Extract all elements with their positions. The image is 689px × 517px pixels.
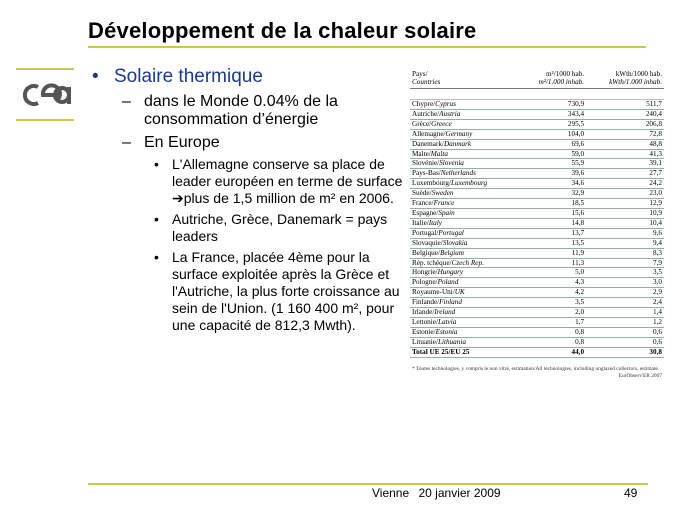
m2-cell: 730,9: [518, 100, 586, 110]
m2-cell: 0,8: [518, 337, 586, 347]
country-name-en: Belgium: [439, 248, 464, 257]
country-name-fr: Lettonie/: [412, 317, 438, 326]
bullet-monde: [122, 93, 404, 129]
country-table: [410, 68, 664, 358]
country-name-fr: Pays-Bas/: [412, 169, 441, 178]
kwth-cell: 0,6: [586, 327, 664, 337]
table-body: [410, 89, 664, 358]
table-row: [410, 258, 664, 268]
country-name-en: Netherlands: [440, 169, 476, 178]
table-total-row: [410, 347, 664, 357]
country-name-en: Slovenia: [439, 159, 464, 168]
kwth-cell: 9,6: [586, 228, 664, 238]
kwth-cell: 48,8: [586, 139, 664, 149]
m2-cell: 14,8: [518, 218, 586, 228]
kwth-cell: 0,6: [586, 337, 664, 347]
kwth-cell: 23,0: [586, 189, 664, 199]
footer: [372, 486, 501, 500]
country-name-fr: Irlande/: [412, 308, 435, 317]
m2-cell: 69,6: [518, 139, 586, 149]
sub-autriche-text: Autriche, Grèce, Danemark = pays leaders: [172, 211, 388, 244]
table-row: [410, 139, 664, 149]
table-source: EurObserv'ER 2007: [618, 372, 662, 379]
footer-date: 20 janvier 2009: [418, 486, 501, 500]
kwth-cell: 2,9: [586, 288, 664, 298]
country-cell: [410, 337, 518, 347]
table-row: [410, 199, 664, 209]
country-name-fr: Allemagne/: [412, 129, 446, 138]
country-name-en: Germany: [445, 129, 473, 138]
country-name-en: UK: [454, 288, 465, 297]
table-row: [410, 327, 664, 337]
logo-rule-top: [16, 68, 74, 70]
country-cell: [410, 100, 518, 110]
sub-bullet-autriche: [154, 211, 404, 245]
kwth-cell: 10,4: [586, 218, 664, 228]
country-name-fr: Autriche/: [412, 109, 440, 118]
col-kwth-header-en: kWth/1.000 inhab.: [586, 78, 664, 89]
small-bullet-icon: •: [154, 156, 159, 172]
title-divider: [88, 46, 646, 48]
table-row: [410, 268, 664, 278]
country-cell: [410, 327, 518, 337]
footer-divider: [88, 483, 648, 485]
m2-cell: 343,4: [518, 109, 586, 119]
country-name-en: Latvia: [437, 317, 457, 326]
m2-cell: 59,0: [518, 149, 586, 159]
country-cell: [410, 149, 518, 159]
table-row: [410, 179, 664, 189]
m2-cell: 5,0: [518, 268, 586, 278]
kwth-cell: 10,9: [586, 208, 664, 218]
m2-cell: 11,3: [518, 258, 586, 268]
table-header-row-en: [410, 78, 664, 89]
bullet-europe: [122, 134, 404, 152]
table-row: [410, 308, 664, 318]
m2-cell: 18,5: [518, 199, 586, 209]
table-row: [410, 288, 664, 298]
slide-title: Développement de la chaleur solaire: [88, 18, 477, 43]
country-name-en: Sweden: [431, 189, 454, 198]
m2-cell: 13,5: [518, 238, 586, 248]
table-row: [410, 218, 664, 228]
country-name-fr: Royaume-Uni/: [412, 288, 455, 297]
bullet-dot-icon: •: [92, 66, 99, 87]
country-name-fr: Portugal/: [412, 228, 439, 237]
country-cell: [410, 258, 518, 268]
country-name-en: Poland: [437, 278, 459, 287]
m2-cell: 11,9: [518, 248, 586, 258]
kwth-cell: 3,0: [586, 278, 664, 288]
country-name-en: Cyprus: [435, 100, 456, 108]
dash-bullet-icon: –: [122, 134, 131, 151]
country-cell: [410, 268, 518, 278]
content-heading: Solaire thermique: [114, 66, 263, 87]
country-cell: [410, 228, 518, 238]
table-row: [410, 109, 664, 119]
sub-bullet-allemagne: [154, 156, 404, 207]
sub-france-text: La France, placée 4ème pour la surface exploitée après la Grèce et l'Autriche, la plus forte croissance au sein de l'Union. (1 160 400 m², pour une capacité de 812,3 Mwth).: [172, 249, 400, 333]
dash-bullet-icon: –: [122, 93, 131, 110]
country-cell: [410, 208, 518, 218]
m2-cell: 32,9: [518, 189, 586, 199]
logo-rule-bottom: [16, 119, 74, 121]
page-number: 49: [624, 486, 638, 500]
country-name-fr: Lituanie/: [412, 337, 438, 346]
m2-cell: 2,0: [518, 308, 586, 318]
table-spacer-row: [410, 89, 664, 100]
kwth-cell: 24,2: [586, 179, 664, 189]
country-name-en: Finland: [439, 298, 462, 307]
table-row: [410, 248, 664, 258]
country-cell: [410, 288, 518, 298]
table-row: [410, 208, 664, 218]
m2-cell: 295,5: [518, 119, 586, 129]
kwth-cell: 72,8: [586, 129, 664, 139]
m2-cell: 34,6: [518, 179, 586, 189]
kwth-cell: 206,8: [586, 119, 664, 129]
country-name-fr: Italie/: [412, 218, 429, 227]
m2-cell: 15,6: [518, 208, 586, 218]
table-header-row: [410, 68, 664, 78]
country-name-fr: Pologne/: [412, 278, 438, 287]
country-name-en: Portugal: [438, 228, 464, 237]
country-cell: [410, 218, 518, 228]
country-cell: [410, 238, 518, 248]
country-name-en: Ireland: [434, 308, 456, 317]
kwth-cell: 1,4: [586, 308, 664, 318]
country-name-fr: Malte/: [412, 149, 431, 158]
table-row: [410, 169, 664, 179]
m2-cell: 39,6: [518, 169, 586, 179]
country-cell: [410, 248, 518, 258]
m2-cell: 1,7: [518, 317, 586, 327]
footer-place: Vienne: [372, 486, 410, 500]
kwth-cell: 3,5: [586, 268, 664, 278]
country-cell: [410, 139, 518, 149]
kwth-cell: 2,4: [586, 298, 664, 308]
kwth-cell: 1,2: [586, 317, 664, 327]
country-cell: [410, 317, 518, 327]
country-name-fr: France/: [412, 199, 434, 208]
country-cell: [410, 169, 518, 179]
country-name-en: Austria: [439, 109, 461, 118]
cea-logo-icon: [18, 78, 74, 112]
sub-bullet-france: [154, 249, 404, 334]
col-kwth-header: kWth/1000 hab.: [615, 70, 662, 78]
country-cell: [410, 129, 518, 139]
country-cell: [410, 159, 518, 169]
country-name-fr: Rép. tchèque/: [412, 258, 452, 267]
country-cell: [410, 308, 518, 318]
country-name-en: Malta: [430, 149, 448, 158]
kwth-cell: 7,9: [586, 258, 664, 268]
small-bullet-icon: •: [154, 249, 159, 265]
country-cell: [410, 189, 518, 199]
country-name-en: Hungary: [437, 268, 464, 277]
kwth-cell: 511,7: [586, 100, 664, 110]
country-name-fr: Slovénie/: [412, 159, 440, 168]
m2-cell: 55,9: [518, 159, 586, 169]
m2-cell: 104,0: [518, 129, 586, 139]
country-cell: [410, 119, 518, 129]
country-name-fr: Danemark/: [412, 139, 444, 148]
m2-cell: 0,8: [518, 327, 586, 337]
table-row: [410, 129, 664, 139]
solar-thermal-table: [410, 68, 664, 414]
country-cell: [410, 298, 518, 308]
table-row: [410, 298, 664, 308]
country-name-en: France: [433, 199, 455, 208]
kwth-cell: 240,4: [586, 109, 664, 119]
table-notes: [410, 358, 664, 379]
country-name-fr: Luxembourg/: [412, 179, 451, 188]
heading-bullet: [92, 66, 404, 88]
country-name-en: Greece: [431, 119, 452, 128]
country-name-en: Italy: [428, 218, 442, 227]
country-name-fr: Chypre/: [412, 100, 436, 108]
kwth-cell: 41,3: [586, 149, 664, 159]
sub-allemagne-text: L'Allemagne conserve sa place de leader européen en terme de surface ➔plus de 1,5 million de m² en 2006.: [172, 156, 403, 206]
col-m2-header-en: m²/1.000 inhab.: [518, 78, 586, 89]
m2-cell: 4,3: [518, 278, 586, 288]
m2-cell: 13,7: [518, 228, 586, 238]
country-name-fr: Slovaquie/: [412, 238, 443, 247]
country-name-fr: Finlande/: [412, 298, 440, 307]
table-row: [410, 317, 664, 327]
small-bullet-icon: •: [154, 211, 159, 227]
kwth-cell: 27,7: [586, 169, 664, 179]
country-cell: [410, 109, 518, 119]
bullet-europe-text: En Europe: [144, 134, 220, 151]
country-name-en: Lithuania: [437, 337, 466, 346]
country-name-fr: Hongrie/: [412, 268, 438, 277]
country-name-en: Danmark: [443, 139, 472, 148]
col-m2-header: m²/1000 hab.: [545, 70, 585, 78]
country-name-fr: Belgique/: [412, 248, 440, 257]
table-note: * Toutes technologies, y compris le non vitré, estimation/All technologies, including unglazed collectors, estimate.: [412, 365, 660, 372]
country-name-en: Luxembourg: [451, 179, 488, 188]
table-row: [410, 189, 664, 199]
country-name-fr: Grèce/: [412, 119, 432, 128]
country-cell: [410, 179, 518, 189]
col-country-header-en: Countries: [410, 78, 518, 89]
bullet-monde-text: dans le Monde 0.04% de la consommation d’énergie: [144, 93, 338, 128]
country-cell: [410, 278, 518, 288]
total-kwth: 30,8: [586, 347, 664, 357]
country-cell: [410, 199, 518, 209]
col-country-header: Pays/: [412, 70, 428, 78]
table-row: [410, 100, 664, 110]
country-name-en: Czech Rep.: [451, 258, 484, 267]
table-row: [410, 149, 664, 159]
kwth-cell: 39,1: [586, 159, 664, 169]
country-name-fr: Espagne/: [412, 208, 439, 217]
m2-cell: 3,5: [518, 298, 586, 308]
kwth-cell: 8,3: [586, 248, 664, 258]
slide-content: [92, 66, 404, 334]
table-row: [410, 238, 664, 248]
total-m2: 44,0: [518, 347, 586, 357]
m2-cell: 4,2: [518, 288, 586, 298]
table-row: [410, 278, 664, 288]
kwth-cell: 9,4: [586, 238, 664, 248]
country-name-en: Spain: [438, 208, 455, 217]
table-row: [410, 228, 664, 238]
country-name-en: Estonia: [435, 327, 458, 336]
country-name-fr: Suède/: [412, 189, 432, 198]
country-name-fr: Estonie/: [412, 327, 436, 336]
table-row: [410, 337, 664, 347]
country-name-en: Slovakia: [442, 238, 468, 247]
kwth-cell: 12,9: [586, 199, 664, 209]
table-row: [410, 119, 664, 129]
table-row: [410, 159, 664, 169]
total-label: Total UE 25/EU 25: [410, 347, 518, 357]
